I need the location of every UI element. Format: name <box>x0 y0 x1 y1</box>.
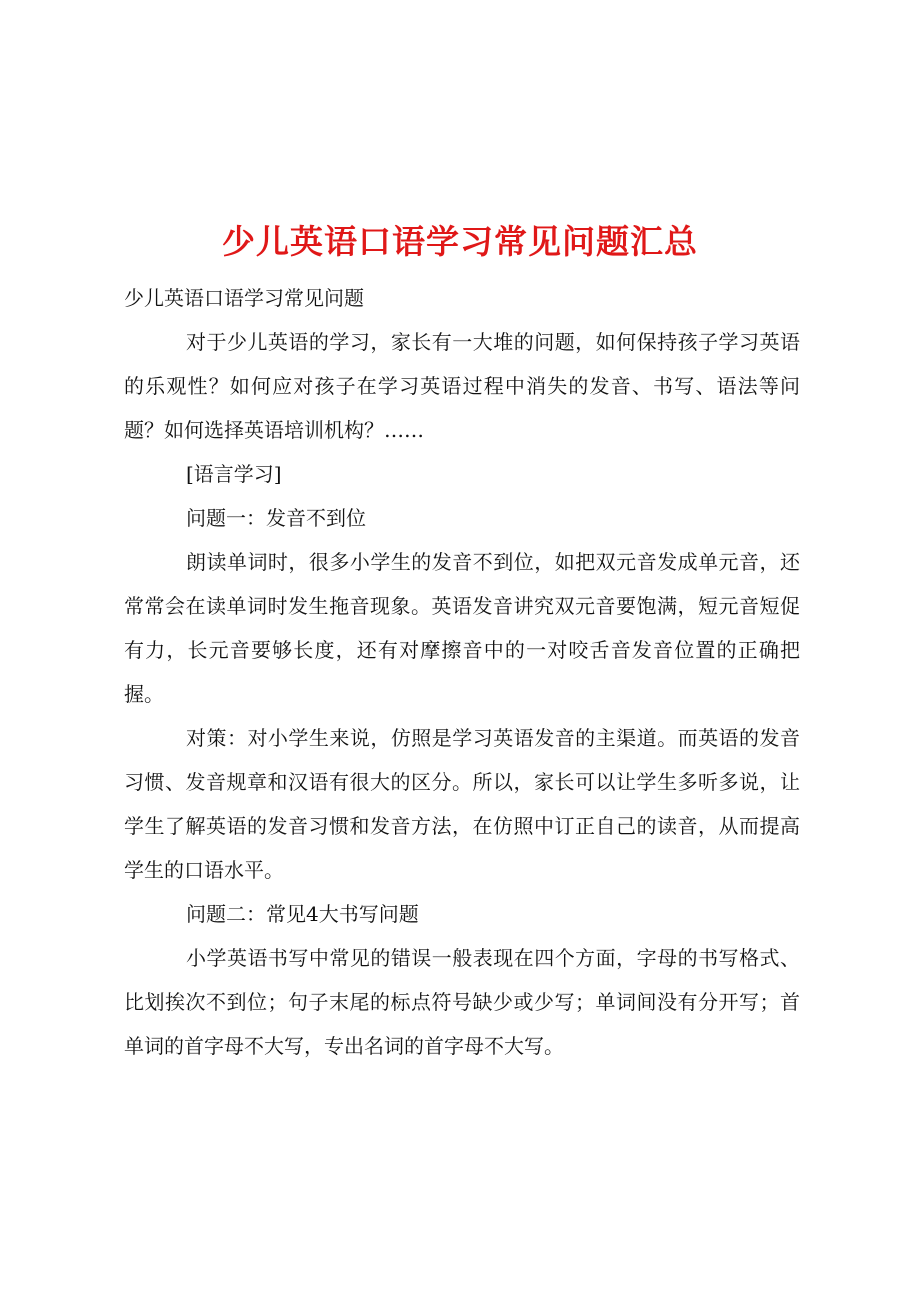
intro-paragraph: 对于少儿英语的学习，家长有一大堆的问题，如何保持孩子学习英语的乐观性？如何应对孩子在学习英语过程中消失的发音、书写、语法等问题？如何选择英语培训机构？…… <box>124 330 800 442</box>
section-heading-language-learning: [语言学习] <box>186 462 282 486</box>
question-one-description: 朗读单词时，很多小学生的发音不到位，如把双元音发成单元音，还常常会在读单词时发生拖音现象。英语发音讲究双元音要饱满，短元音短促有力，长元音要够长度，还有对摩擦音中的一对咬舌音发音位置的正确把握。 <box>124 550 800 706</box>
question-two-heading: 问题二：常见4大书写问题 <box>186 902 419 926</box>
question-two-description: 小学英语书写中常见的错误一般表现在四个方面，字母的书写格式、比划挨次不到位；句子末尾的标点符号缺少或少写；单词间没有分开写；首单词的首字母不大写，专出名词的首字母不大写。 <box>124 946 800 1058</box>
question-one-solution: 对策：对小学生来说，仿照是学习英语发音的主渠道。而英语的发音习惯、发音规章和汉语有很大的区分。所以，家长可以让学生多听多说，让学生了解英语的发音习惯和发音方法，在仿照中订正自己的读音，从而提高学生的口语水平。 <box>124 726 800 882</box>
document-subtitle: 少儿英语口语学习常见问题 <box>124 286 364 310</box>
question-one-heading: 问题一：发音不到位 <box>186 506 366 530</box>
document-body <box>124 276 800 1068</box>
document-title: 少儿英语口语学习常见问题汇总 <box>222 222 698 262</box>
